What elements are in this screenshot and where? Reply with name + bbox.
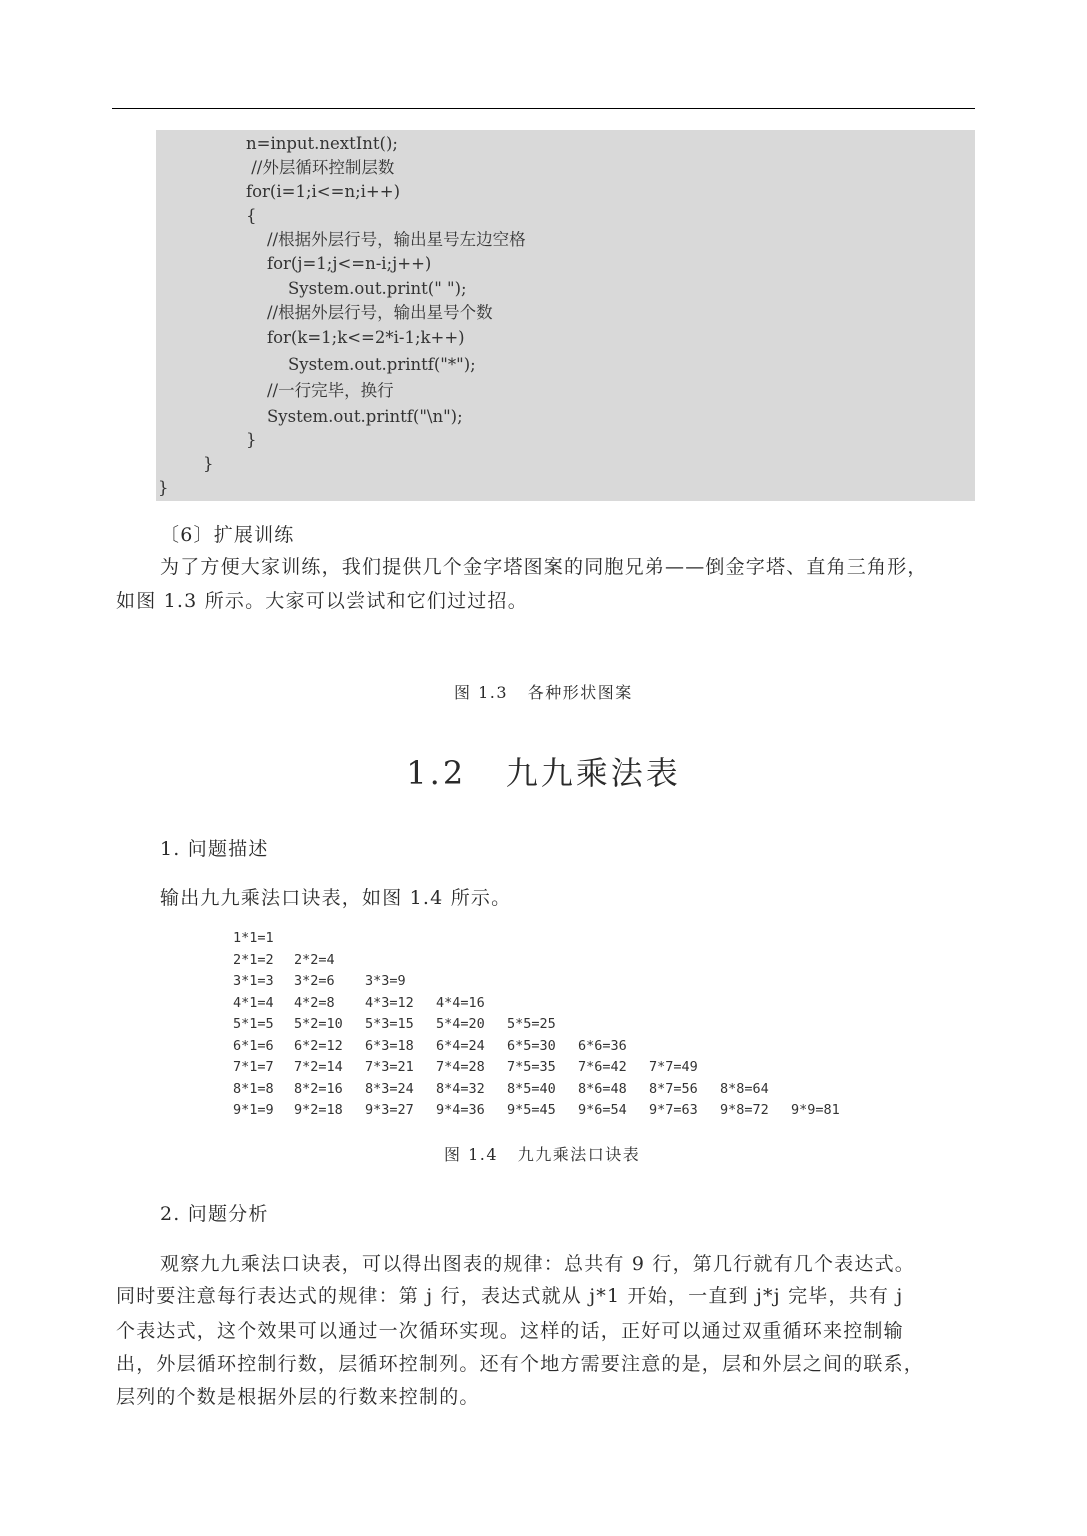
- heading-problem: 1. 问题描述: [160, 838, 269, 860]
- table-cell: 7*1=7: [233, 1059, 274, 1075]
- table-cell: 9*6=54: [578, 1102, 627, 1118]
- code-line: //根据外层行号，输出星号左边空格: [246, 230, 526, 249]
- table-cell: 9*2=18: [294, 1102, 343, 1118]
- table-cell: 8*8=64: [720, 1080, 769, 1097]
- ext-paragraph-line: 为了方便大家训练，我们提供几个金字塔图案的同胞兄弟——倒金字塔、直角三角形，: [160, 556, 928, 578]
- code-line: System.out.printf("*");: [246, 355, 476, 374]
- code-line: }: [246, 430, 257, 449]
- code-block: [156, 130, 975, 501]
- figure-caption: 图 1.4 九九乘法口诀表: [444, 1145, 641, 1164]
- table-row: [233, 1100, 862, 1122]
- table-cell: 1*1=1: [233, 930, 274, 946]
- code-line: for(k=1;k<=2*i-1;k++): [246, 328, 465, 347]
- code-line: }: [158, 478, 169, 497]
- table-cell: 9*8=72: [720, 1102, 769, 1118]
- code-line: {: [246, 206, 257, 225]
- table-cell: 7*2=14: [294, 1059, 343, 1075]
- table-cell: 9*1=9: [233, 1102, 274, 1118]
- table-cell: 6*3=18: [365, 1037, 414, 1054]
- analysis-line: 个表达式，这个效果可以通过一次循环实现。这样的话，正好可以通过双重循环来控制输: [116, 1320, 904, 1342]
- table-cell: 7*6=42: [578, 1059, 627, 1075]
- table-cell: 3*2=6: [294, 973, 335, 989]
- table-row: [233, 1014, 862, 1036]
- table-cell: 2*1=2: [233, 951, 274, 968]
- table-row: [233, 928, 862, 950]
- table-cell: 4*4=16: [436, 994, 485, 1011]
- table-cell: 2*2=4: [294, 951, 335, 968]
- table-cell: 4*2=8: [294, 994, 335, 1011]
- table-cell: 7*3=21: [365, 1059, 414, 1075]
- table-cell: 4*1=4: [233, 994, 274, 1011]
- table-cell: 8*7=56: [649, 1080, 698, 1097]
- table-cell: 8*6=48: [578, 1080, 627, 1097]
- table-cell: 3*3=9: [365, 973, 406, 989]
- section-title: 1.2 九九乘法表: [406, 754, 681, 792]
- code-line: //外层循环控制层数: [246, 158, 395, 177]
- code-line: //根据外层行号，输出星号个数: [246, 303, 493, 322]
- table-cell: 8*1=8: [233, 1080, 274, 1097]
- table-cell: 6*6=36: [578, 1037, 627, 1054]
- table-cell: 5*4=20: [436, 1016, 485, 1032]
- table-row: [233, 993, 862, 1015]
- table-cell: 7*5=35: [507, 1059, 556, 1075]
- table-cell: 9*9=81: [791, 1102, 840, 1118]
- table-cell: 5*1=5: [233, 1016, 274, 1032]
- table-cell: 9*4=36: [436, 1102, 485, 1118]
- code-line: for(i=1;i<=n;i++): [246, 182, 401, 201]
- table-cell: 4*3=12: [365, 994, 414, 1011]
- code-line: System.out.printf("\n");: [246, 407, 463, 426]
- code-line: System.out.print(" ");: [246, 279, 467, 298]
- code-line: }: [203, 454, 214, 473]
- table-cell: 7*4=28: [436, 1059, 485, 1075]
- multiplication-table-output: [233, 928, 862, 1122]
- table-cell: 9*7=63: [649, 1102, 698, 1118]
- code-line: for(j=1;j<=n-i;j++): [246, 254, 432, 273]
- table-cell: 8*5=40: [507, 1080, 556, 1097]
- table-row: [233, 1079, 862, 1101]
- table-cell: 5*2=10: [294, 1016, 343, 1032]
- ext-paragraph-line: 如图 1.3 所示。大家可以尝试和它们过过招。: [116, 590, 528, 612]
- analysis-line: 层列的个数是根据外层的行数来控制的。: [116, 1386, 480, 1408]
- table-cell: 6*5=30: [507, 1037, 556, 1054]
- table-cell: 6*2=12: [294, 1037, 343, 1054]
- analysis-line: 观察九九乘法口诀表，可以得出图表的规律：总共有 9 行，第几行就有几个表达式。: [160, 1253, 915, 1275]
- table-cell: 8*3=24: [365, 1080, 414, 1097]
- code-line: n=input.nextInt();: [246, 134, 398, 153]
- table-cell: 5*3=15: [365, 1016, 414, 1032]
- table-cell: 6*1=6: [233, 1037, 274, 1054]
- analysis-line: 同时要注意每行表达式的规律：第 j 行，表达式就从 j*1 开始，一直到 j*j 完毕，共有 j: [116, 1285, 904, 1307]
- ext-heading: 〔6〕扩展训练: [160, 524, 295, 546]
- table-row: [233, 971, 862, 993]
- problem-text: 输出九九乘法口诀表，如图 1.4 所示。: [160, 887, 512, 909]
- table-cell: 3*1=3: [233, 973, 274, 989]
- table-cell: 6*4=24: [436, 1037, 485, 1054]
- table-cell: 8*4=32: [436, 1080, 485, 1097]
- table-cell: 8*2=16: [294, 1080, 343, 1097]
- analysis-line: 出，外层循环控制行数，层循环控制列。还有个地方需要注意的是，层和外层之间的联系，: [116, 1353, 925, 1375]
- code-line: //一行完毕，换行: [246, 381, 394, 400]
- table-cell: 9*3=27: [365, 1102, 414, 1118]
- table-cell: 7*7=49: [649, 1059, 698, 1075]
- table-cell: 9*5=45: [507, 1102, 556, 1118]
- table-row: [233, 950, 862, 972]
- table-row: [233, 1036, 862, 1058]
- table-cell: 5*5=25: [507, 1016, 556, 1032]
- figure-caption: 图 1.3 各种形状图案: [454, 683, 633, 702]
- header-rule: [112, 108, 975, 109]
- heading-analysis: 2. 问题分析: [160, 1203, 269, 1225]
- table-row: [233, 1057, 862, 1079]
